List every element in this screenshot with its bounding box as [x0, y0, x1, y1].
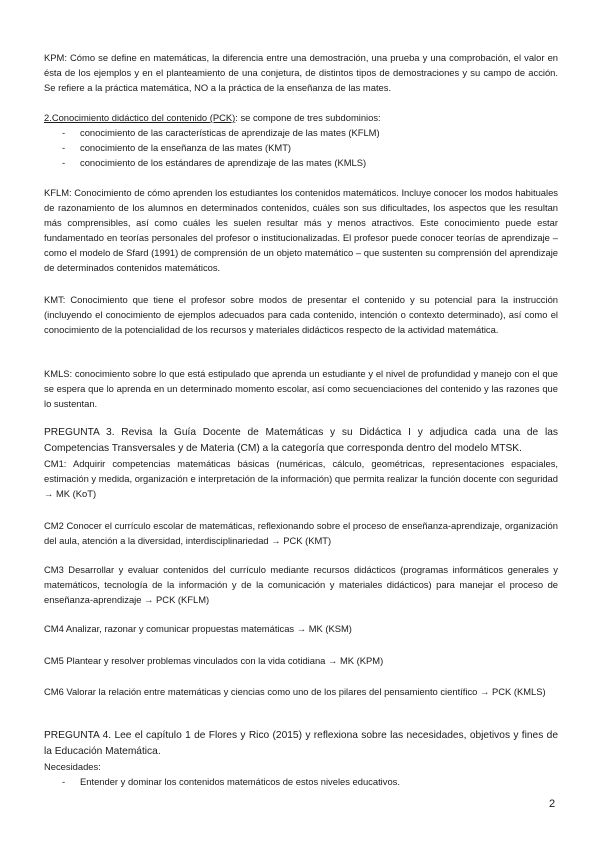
kflm-paragraph [44, 185, 558, 275]
kpm-paragraph [44, 50, 558, 95]
pck-subdomain-list [44, 125, 558, 170]
kpm-text: KPM: Cómo se define en matemáticas, la diferencia entre una demostración, una prueba y una comprobación, el valor en ésta de los ejemplos y en el planteamiento de una conjetura, de distintos tipos de demostraciones y su campo de acción. Se refiere a la práctica matemática, NO a la práctica de la enseñanza de las mates. [44, 52, 558, 93]
pregunta4-section [44, 728, 558, 789]
kmt-text: KMT: Conocimiento que tiene el profesor sobre modos de presentar el contenido y su potencial para la instrucción (incluyendo el conocimiento de ejemplos adecuados para cada contenido, intención o contexto determinado), así como el conocimiento de la potencialidad de los recursos y materiales didácticos respecto de la actividad matemática. [44, 294, 558, 335]
pregunta3-text: PREGUNTA 3. Revisa la Guía Docente de Matemáticas y su Didáctica I y adjudica cada una de las Competencias Transversales y de Materia (CM) a la categoría que corresponda dentro del modelo MTSK. [44, 427, 558, 454]
cm4-paragraph [44, 621, 558, 636]
list-item: - conocimiento de los estándares de aprendizaje de las mates (KMLS) [44, 155, 558, 170]
cm2-text: CM2 Conocer el currículo escolar de matemáticas, reflexionando sobre el proceso de enseñanza-aprendizaje, organización del aula, atención a la diversidad, interdisciplinariedad → PCK (KMT) [44, 520, 558, 546]
kmls-paragraph [44, 366, 558, 411]
cm2-paragraph [44, 518, 558, 548]
pck-intro [44, 110, 558, 125]
necesidades-list [44, 774, 558, 789]
list-item: - conocimiento de las características de aprendizaje de las mates (KFLM) [44, 125, 558, 140]
pck-heading: 2.Conocimiento didáctico del contenido (PCK) [44, 112, 236, 123]
cm3-text: CM3 Desarrollar y evaluar contenidos del currículo mediante recursos didácticos (programas informáticos generales y matemáticos, tecnología de la información y de la comunicación y materiales didácticos) para manejar el proceso de enseñanza-aprendizaje → PCK (KFLM) [44, 564, 558, 605]
cm5-paragraph [44, 653, 558, 668]
kmls-text: KMLS: conocimiento sobre lo que está estipulado que aprenda un estudiante y el nivel de profundidad y manejo con el que se espera que lo aprenda en un determinado momento escolar, así como secuenciaciones del contenido y las razones que lo sustentan. [44, 368, 558, 409]
page-number: 2 [549, 798, 556, 810]
kflm-text: KFLM: Conocimiento de cómo aprenden los estudiantes los contenidos matemáticos. Incluye conocer los modos habituales de razonamiento de los alumnos en determinados contenidos, cuáles son sus dificultades, los aspectos que les resultan más comprensibles, así como cuáles les suelen resultar más y menos atractivos. Este conocimiento puede estar fundamentado en teorías personales del profesor o institucionalizadas. El profesor puede conocer teorías de aprendizaje – como el modelo de Sfard (1991) de comprensión de un objeto matemático – que sustenten su comprensión del aprendizaje de determinados contenidos matemáticos. [44, 187, 558, 273]
cm1-text: CM1: Adquirir competencias matemáticas básicas (numéricas, cálculo, geométricas, representaciones espaciales, estimación y medida, organización e interpretación de la información) que permita realizar la función docente con seguridad → MK (KoT) [44, 458, 558, 499]
cm5-text: CM5 Plantear y resolver problemas vinculados con la vida cotidiana → MK (KPM) [44, 655, 384, 666]
kmt-paragraph [44, 292, 558, 337]
pck-section [44, 110, 558, 170]
pregunta3-section [44, 425, 558, 501]
cm3-paragraph [44, 562, 558, 607]
cm6-text: CM6 Valorar la relación entre matemáticas y ciencias como uno de los pilares del pensamiento científico → PCK (KMLS) [44, 686, 546, 697]
cm4-text: CM4 Analizar, razonar y comunicar propuestas matemáticas → MK (KSM) [44, 623, 352, 634]
pck-intro-suffix: : se compone de tres subdominios: [235, 112, 381, 123]
necesidades-label: Necesidades: [44, 761, 101, 772]
list-item: - conocimiento de la enseñanza de las mates (KMT) [44, 140, 558, 155]
list-item: - Entender y dominar los contenidos matemáticos de estos niveles educativos. [44, 774, 558, 789]
cm6-paragraph [44, 684, 558, 699]
pregunta4-text: PREGUNTA 4. Lee el capítulo 1 de Flores y Rico (2015) y reflexiona sobre las necesidades, objetivos y fines de la Educación Matemática. [44, 730, 558, 757]
